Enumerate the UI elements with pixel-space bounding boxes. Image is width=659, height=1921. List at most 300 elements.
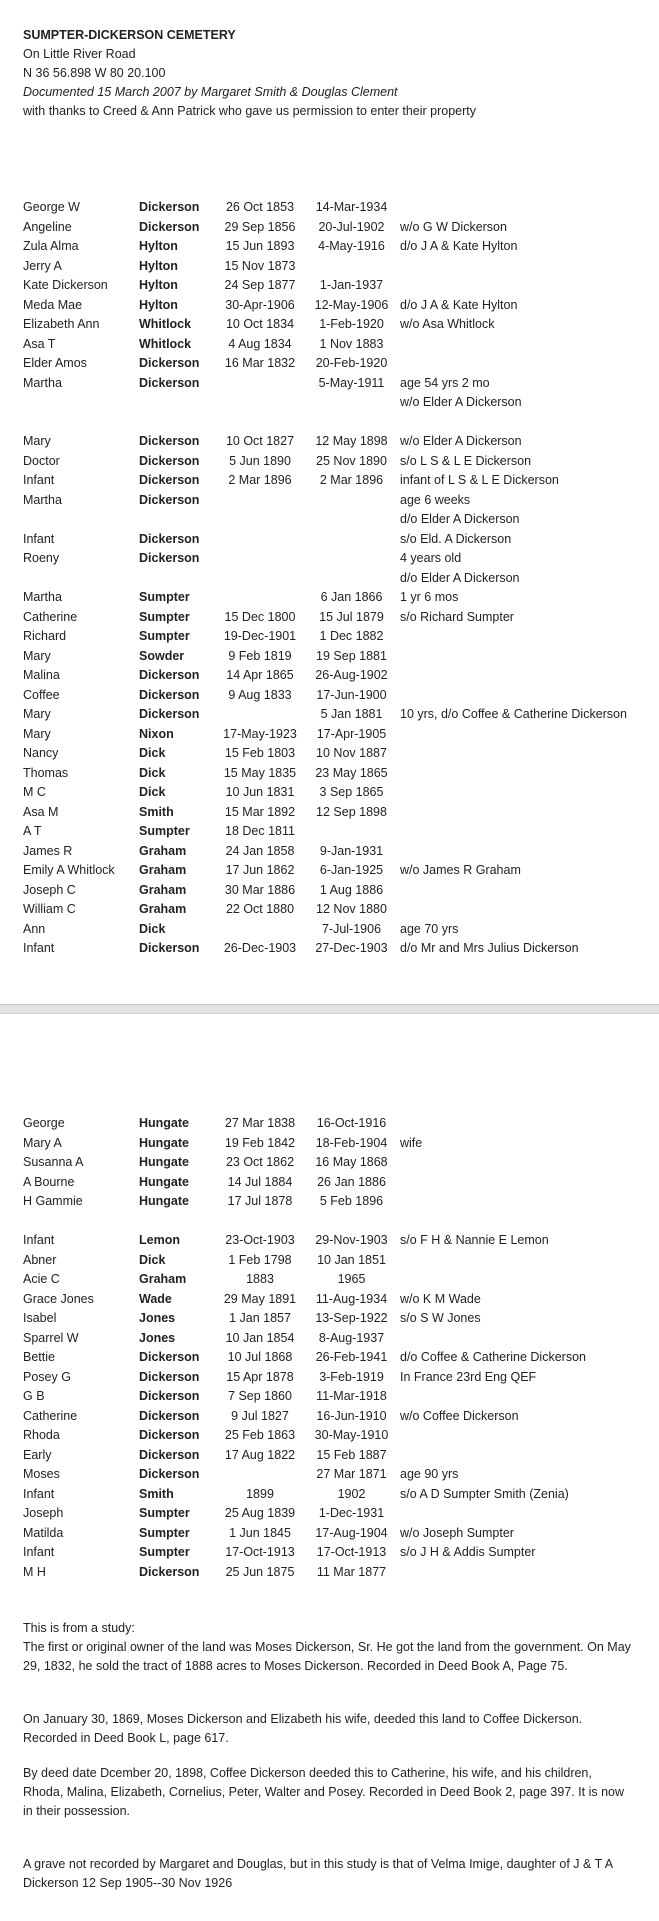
- burial-row: [0, 335, 659, 355]
- row-spacer: [0, 1212, 659, 1232]
- birth-date-cell: 15 May 1835: [223, 765, 297, 780]
- surname-cell: Dick: [139, 765, 166, 780]
- birth-date-cell: 22 Oct 1880: [225, 902, 295, 916]
- burial-row: [0, 842, 659, 862]
- surname-cell: Dick: [139, 785, 166, 799]
- surname-cell: Dickerson: [139, 1408, 200, 1423]
- surname-cell: Dickerson: [139, 1428, 200, 1442]
- burial-row: [0, 1309, 659, 1329]
- burial-row: [0, 881, 659, 901]
- first-name-cell: Elder Amos: [23, 356, 87, 370]
- surname-cell: Sumpter: [139, 1545, 190, 1559]
- death-date-cell: 9-Jan-1931: [319, 843, 384, 858]
- burial-row: [0, 257, 659, 277]
- death-date-cell: 26-Aug-1902: [315, 668, 388, 682]
- death-date-cell: 16-Jun-1910: [316, 1408, 387, 1423]
- surname-cell: Dickerson: [139, 1350, 200, 1364]
- note-cell: wife: [400, 1135, 423, 1150]
- first-name-cell: Jerry A: [23, 258, 62, 273]
- death-date-cell: 3-Feb-1919: [319, 1369, 384, 1384]
- surname-cell: Jones: [139, 1311, 176, 1325]
- birth-date-cell: 10 Jan 1854: [225, 1330, 295, 1345]
- first-name-cell: Mary: [23, 434, 51, 448]
- death-date-cell: 5 Feb 1896: [319, 1194, 384, 1208]
- burial-row: [0, 1485, 659, 1505]
- burial-row: [0, 491, 659, 511]
- surname-cell: Sumpter: [139, 1525, 190, 1540]
- surname-cell: Dickerson: [139, 434, 200, 448]
- burial-row: [0, 1426, 659, 1446]
- birth-date-cell: 14 Jul 1884: [227, 1174, 293, 1189]
- surname-cell: Sumpter: [139, 629, 190, 643]
- surname-cell: Graham: [139, 863, 187, 877]
- study-paragraph-2: On January 30, 1869, Moses Dickerson and Elizabeth his wife, deeded this land to Coffee Dickerson. Recorded in Deed Book L, page 617.: [23, 1712, 583, 1745]
- death-date-cell: 2 Mar 1896: [319, 473, 384, 487]
- first-name-cell: George: [23, 1116, 65, 1130]
- birth-date-cell: 15 Mar 1892: [224, 804, 296, 819]
- burial-row: [0, 237, 659, 257]
- death-date-cell: 1965: [337, 1272, 366, 1286]
- surname-cell: Dickerson: [139, 668, 200, 682]
- first-name-cell: Susanna A: [23, 1155, 84, 1169]
- death-date-cell: 17-Oct-1913: [316, 1545, 387, 1559]
- note-cell: w/o G W Dickerson: [400, 219, 507, 234]
- burial-row: [0, 1329, 659, 1349]
- surname-cell: Sumpter: [139, 824, 190, 838]
- birth-date-cell: 29 Sep 1856: [224, 219, 296, 234]
- birth-date-cell: 25 Feb 1863: [224, 1428, 296, 1442]
- burial-row: [0, 822, 659, 842]
- burial-row: [0, 666, 659, 686]
- burial-row: [0, 939, 659, 959]
- burial-row: [0, 393, 659, 413]
- death-date-cell: 19 Sep 1881: [316, 648, 387, 663]
- first-name-cell: Mary: [23, 648, 51, 663]
- first-name-cell: Martha: [23, 492, 62, 507]
- first-name-cell: Nancy: [23, 746, 59, 760]
- surname-cell: Dickerson: [139, 200, 200, 214]
- first-name-cell: A Bourne: [23, 1174, 75, 1189]
- documented-line: Documented 15 March 2007 by Margaret Smith & Douglas Clement: [23, 85, 398, 99]
- birth-date-cell: 30 Mar 1886: [224, 882, 296, 897]
- birth-date-cell: 17-May-1923: [223, 726, 297, 741]
- first-name-cell: Mary A: [23, 1135, 62, 1150]
- first-name-cell: Roeny: [23, 551, 60, 565]
- birth-date-cell: 15 Dec 1800: [224, 609, 296, 624]
- birth-date-cell: 15 Nov 1873: [224, 258, 296, 273]
- first-name-cell: Joseph C: [23, 882, 76, 897]
- burial-row: [0, 471, 659, 491]
- birth-date-cell: 17 Jul 1878: [227, 1194, 293, 1208]
- birth-date-cell: 19-Dec-1901: [223, 629, 297, 643]
- first-name-cell: Infant: [23, 473, 55, 487]
- death-date-cell: 12-May-1906: [314, 297, 389, 312]
- death-date-cell: 4-May-1916: [318, 239, 385, 253]
- death-date-cell: 1 Aug 1886: [319, 882, 384, 897]
- surname-cell: Whitlock: [139, 317, 192, 331]
- burial-row: [0, 1290, 659, 1310]
- burial-row: [0, 374, 659, 394]
- death-date-cell: 5 Jan 1881: [320, 707, 383, 721]
- first-name-cell: Rhoda: [23, 1428, 60, 1442]
- birth-date-cell: 4 Aug 1834: [228, 336, 292, 351]
- birth-date-cell: 19 Feb 1842: [224, 1135, 296, 1150]
- first-name-cell: Infant: [23, 941, 55, 955]
- surname-cell: Dickerson: [139, 1467, 200, 1481]
- burial-row: [0, 783, 659, 803]
- note-cell: w/o K M Wade: [400, 1291, 481, 1306]
- burial-row: [0, 1231, 659, 1251]
- death-date-cell: 27-Dec-1903: [315, 941, 388, 955]
- death-date-cell: 20-Jul-1902: [318, 219, 385, 234]
- surname-cell: Graham: [139, 1272, 187, 1286]
- first-name-cell: Infant: [23, 1486, 55, 1501]
- birth-date-cell: 25 Aug 1839: [224, 1506, 296, 1520]
- burial-row: [0, 1134, 659, 1154]
- first-name-cell: Angeline: [23, 219, 72, 234]
- location-line: On Little River Road: [23, 47, 136, 61]
- note-cell: w/o Elder A Dickerson: [400, 434, 522, 448]
- surname-cell: Hylton: [139, 297, 178, 312]
- surname-cell: Dickerson: [139, 1389, 200, 1403]
- surname-cell: Graham: [139, 882, 187, 897]
- death-date-cell: 1-Feb-1920: [319, 317, 384, 331]
- burial-row: [0, 686, 659, 706]
- surname-cell: Dickerson: [139, 551, 200, 565]
- surname-cell: Dickerson: [139, 1369, 200, 1384]
- birth-date-cell: 1 Jun 1845: [229, 1525, 291, 1540]
- note-cell: d/o J A & Kate Hylton: [400, 297, 518, 312]
- burial-row: [0, 1173, 659, 1193]
- death-date-cell: 1-Dec-1931: [318, 1506, 385, 1520]
- birth-date-cell: 15 Jun 1893: [225, 239, 295, 253]
- first-name-cell: Early: [23, 1447, 52, 1462]
- first-name-cell: Martha: [23, 375, 62, 390]
- surname-cell: Smith: [139, 1486, 174, 1501]
- note-cell: w/o Coffee Dickerson: [400, 1408, 519, 1423]
- death-date-cell: 11 Mar 1877: [316, 1564, 387, 1579]
- birth-date-cell: 9 Jul 1827: [231, 1408, 289, 1423]
- first-name-cell: Infant: [23, 1233, 55, 1247]
- first-name-cell: M C: [23, 785, 46, 799]
- first-name-cell: Coffee: [23, 687, 60, 702]
- burial-row: [0, 569, 659, 589]
- burial-table-page-1: [0, 198, 659, 959]
- first-name-cell: Matilda: [23, 1525, 64, 1540]
- birth-date-cell: 29 May 1891: [223, 1291, 297, 1306]
- first-name-cell: Kate Dickerson: [23, 278, 108, 292]
- note-cell: 4 years old: [400, 551, 462, 565]
- burial-row: [0, 549, 659, 569]
- first-name-cell: George W: [23, 200, 80, 214]
- burial-row: [0, 315, 659, 335]
- birth-date-cell: 15 Feb 1803: [224, 746, 296, 760]
- birth-date-cell: 23-Oct-1903: [225, 1233, 295, 1247]
- document-page-2: [0, 1014, 659, 1921]
- first-name-cell: Asa M: [23, 804, 59, 819]
- death-date-cell: 11-Aug-1934: [315, 1291, 388, 1306]
- burial-row: [0, 725, 659, 745]
- burial-row: [0, 1465, 659, 1485]
- note-cell: age 6 weeks: [400, 492, 471, 507]
- birth-date-cell: 7 Sep 1860: [228, 1389, 292, 1403]
- burial-row: [0, 705, 659, 725]
- birth-date-cell: 10 Jun 1831: [225, 785, 295, 799]
- burial-row: [0, 1504, 659, 1524]
- death-date-cell: 13-Sep-1922: [315, 1311, 388, 1325]
- surname-cell: Sowder: [139, 648, 185, 663]
- burial-row: [0, 1153, 659, 1173]
- birth-date-cell: 30-Apr-1906: [225, 297, 295, 312]
- first-name-cell: Joseph: [23, 1506, 64, 1520]
- death-date-cell: 1-Jan-1937: [319, 278, 384, 292]
- birth-date-cell: 24 Sep 1877: [224, 278, 296, 292]
- burial-row: [0, 764, 659, 784]
- surname-cell: Dickerson: [139, 375, 200, 390]
- death-date-cell: 11-Mar-1918: [316, 1389, 387, 1403]
- note-cell: 1 yr 6 mos: [400, 590, 459, 604]
- death-date-cell: 12 Nov 1880: [316, 902, 387, 916]
- birth-date-cell: 5 Jun 1890: [229, 453, 291, 468]
- first-name-cell: William C: [23, 902, 76, 916]
- burial-row: [0, 1192, 659, 1212]
- death-date-cell: 14-Mar-1934: [315, 200, 388, 214]
- surname-cell: Hungate: [139, 1174, 189, 1189]
- first-name-cell: Posey G: [23, 1369, 71, 1384]
- birth-date-cell: 2 Mar 1896: [228, 473, 292, 487]
- note-cell: d/o Elder A Dickerson: [400, 570, 520, 585]
- birth-date-cell: 14 Apr 1865: [226, 668, 294, 682]
- burial-row: [0, 1543, 659, 1563]
- first-name-cell: Meda Mae: [23, 297, 83, 312]
- death-date-cell: 6-Jan-1925: [319, 863, 384, 877]
- note-cell: s/o F H & Nannie E Lemon: [400, 1233, 549, 1247]
- first-name-cell: Acie C: [23, 1272, 60, 1286]
- first-name-cell: Asa T: [23, 336, 56, 351]
- first-name-cell: Ann: [23, 921, 46, 936]
- death-date-cell: 25 Nov 1890: [316, 453, 387, 468]
- surname-cell: Dickerson: [139, 492, 200, 507]
- birth-date-cell: 16 Mar 1832: [224, 356, 296, 370]
- first-name-cell: Grace Jones: [23, 1291, 94, 1306]
- birth-date-cell: 25 Jun 1875: [225, 1564, 295, 1579]
- note-cell: w/o James R Graham: [400, 863, 521, 877]
- note-cell: d/o Elder A Dickerson: [400, 512, 520, 526]
- surname-cell: Dickerson: [139, 687, 200, 702]
- death-date-cell: 1 Nov 1883: [319, 336, 384, 351]
- death-date-cell: 27 Mar 1871: [316, 1467, 387, 1481]
- death-date-cell: 1 Dec 1882: [319, 629, 384, 643]
- surname-cell: Dickerson: [139, 356, 200, 370]
- death-date-cell: 16 May 1868: [315, 1155, 388, 1169]
- surname-cell: Dick: [139, 746, 166, 760]
- surname-cell: Dick: [139, 921, 166, 936]
- first-name-cell: H Gammie: [23, 1194, 83, 1208]
- first-name-cell: Bettie: [23, 1350, 55, 1364]
- burial-row: [0, 198, 659, 218]
- surname-cell: Jones: [139, 1330, 176, 1345]
- death-date-cell: 1902: [337, 1486, 366, 1501]
- note-cell: w/o Elder A Dickerson: [400, 395, 522, 409]
- death-date-cell: 12 May 1898: [315, 434, 388, 448]
- note-cell: s/o A D Sumpter Smith (Zenia): [400, 1486, 569, 1501]
- burial-row: [0, 1387, 659, 1407]
- first-name-cell: Elizabeth Ann: [23, 317, 100, 331]
- burial-row: [0, 1270, 659, 1290]
- death-date-cell: 15 Jul 1879: [319, 609, 384, 624]
- birth-date-cell: 10 Jul 1868: [227, 1350, 293, 1364]
- note-cell: d/o J A & Kate Hylton: [400, 239, 518, 253]
- first-name-cell: Mary: [23, 726, 51, 741]
- note-cell: s/o L S & L E Dickerson: [400, 453, 532, 468]
- note-cell: s/o S W Jones: [400, 1311, 481, 1325]
- burial-row: [0, 510, 659, 530]
- birth-date-cell: 27 Mar 1838: [224, 1116, 296, 1130]
- surname-cell: Dick: [139, 1252, 166, 1267]
- birth-date-cell: 15 Apr 1878: [226, 1369, 294, 1384]
- death-date-cell: 23 May 1865: [315, 765, 388, 780]
- first-name-cell: Catherine: [23, 609, 78, 624]
- burial-row: [0, 920, 659, 940]
- first-name-cell: Moses: [23, 1467, 60, 1481]
- note-cell: s/o Eld. A Dickerson: [400, 531, 512, 546]
- burial-row: [0, 900, 659, 920]
- note-cell: s/o Richard Sumpter: [400, 609, 514, 624]
- note-cell: d/o Coffee & Catherine Dickerson: [400, 1350, 586, 1364]
- row-spacer: [0, 413, 659, 433]
- death-date-cell: 12 Sep 1898: [316, 804, 387, 819]
- burial-row: [0, 608, 659, 628]
- note-cell: s/o J H & Addis Sumpter: [400, 1545, 536, 1559]
- burial-row: [0, 588, 659, 608]
- first-name-cell: Zula Alma: [23, 239, 79, 253]
- birth-date-cell: 9 Feb 1819: [228, 648, 292, 663]
- note-cell: 10 yrs, d/o Coffee & Catherine Dickerson: [400, 707, 627, 721]
- death-date-cell: 26-Feb-1941: [315, 1350, 388, 1364]
- birth-date-cell: 17 Jun 1862: [225, 863, 295, 877]
- surname-cell: Smith: [139, 804, 174, 819]
- study-paragraph-4: A grave not recorded by Margaret and Douglas, but in this study is that of Velma Imige, daughter of J & T A Dickerson 12 Sep 1905--30 Nov 1926: [23, 1857, 613, 1890]
- surname-cell: Nixon: [139, 726, 174, 741]
- note-cell: d/o Mr and Mrs Julius Dickerson: [400, 941, 579, 955]
- first-name-cell: A T: [23, 824, 42, 838]
- surname-cell: Dickerson: [139, 941, 200, 955]
- study-intro: This is from a study:: [23, 1621, 135, 1635]
- surname-cell: Dickerson: [139, 453, 200, 468]
- death-date-cell: 17-Apr-1905: [316, 726, 387, 741]
- burial-row: [0, 1114, 659, 1134]
- death-date-cell: 17-Jun-1900: [316, 687, 387, 702]
- surname-cell: Dickerson: [139, 707, 200, 721]
- note-cell: infant of L S & L E Dickerson: [400, 473, 559, 487]
- death-date-cell: 3 Sep 1865: [319, 785, 384, 799]
- death-date-cell: 29-Nov-1903: [315, 1233, 388, 1247]
- surname-cell: Dickerson: [139, 219, 200, 234]
- surname-cell: Hungate: [139, 1155, 189, 1169]
- birth-date-cell: 17 Aug 1822: [224, 1447, 296, 1462]
- burial-row: [0, 1446, 659, 1466]
- first-name-cell: Martha: [23, 590, 62, 604]
- birth-date-cell: 17-Oct-1913: [225, 1545, 295, 1559]
- surname-cell: Hylton: [139, 258, 178, 273]
- first-name-cell: Doctor: [23, 453, 60, 468]
- death-date-cell: 8-Aug-1937: [318, 1330, 385, 1345]
- first-name-cell: M H: [23, 1564, 46, 1579]
- page-separator: [0, 1004, 659, 1014]
- surname-cell: Dickerson: [139, 473, 200, 487]
- death-date-cell: 10 Nov 1887: [316, 746, 387, 760]
- first-name-cell: Sparrel W: [23, 1330, 79, 1345]
- birth-date-cell: 1883: [246, 1272, 274, 1286]
- burial-row: [0, 530, 659, 550]
- burial-row: [0, 1348, 659, 1368]
- burial-row: [0, 432, 659, 452]
- death-date-cell: 20-Feb-1920: [315, 356, 388, 370]
- surname-cell: Wade: [139, 1291, 172, 1306]
- first-name-cell: Abner: [23, 1252, 57, 1267]
- birth-date-cell: 24 Jan 1858: [225, 843, 295, 858]
- death-date-cell: 18-Feb-1904: [315, 1135, 388, 1150]
- death-date-cell: 5-May-1911: [318, 375, 385, 390]
- surname-cell: Dickerson: [139, 1447, 200, 1462]
- first-name-cell: Thomas: [23, 765, 69, 780]
- surname-cell: Lemon: [139, 1233, 180, 1247]
- first-name-cell: Mary: [23, 707, 51, 721]
- first-name-cell: Emily A Whitlock: [23, 863, 115, 877]
- death-date-cell: 26 Jan 1886: [317, 1174, 386, 1189]
- birth-date-cell: 23 Oct 1862: [225, 1155, 295, 1169]
- study-paragraph-1: The first or original owner of the land was Moses Dickerson, Sr. He got the land from the government. On May 29, 1832, he sold the tract of 1888 acres to Moses Dickerson. Recorded in Deed Book A, Page 75.: [23, 1640, 631, 1673]
- surname-cell: Whitlock: [139, 336, 192, 351]
- first-name-cell: G B: [23, 1389, 45, 1403]
- surname-cell: Hungate: [139, 1194, 189, 1208]
- birth-date-cell: 9 Aug 1833: [228, 687, 292, 702]
- birth-date-cell: 10 Oct 1827: [225, 434, 295, 448]
- burial-table-page-2: [0, 1114, 659, 1582]
- first-name-cell: Infant: [23, 1545, 55, 1559]
- note-cell: In France 23rd Eng QEF: [400, 1369, 537, 1384]
- burial-row: [0, 627, 659, 647]
- note-cell: age 90 yrs: [400, 1467, 459, 1481]
- surname-cell: Hungate: [139, 1135, 189, 1150]
- coordinates-line: N 36 56.898 W 80 20.100: [23, 66, 166, 80]
- burial-row: [0, 452, 659, 472]
- birth-date-cell: 26-Dec-1903: [223, 941, 297, 955]
- burial-row: [0, 218, 659, 238]
- surname-cell: Sumpter: [139, 1506, 190, 1520]
- burial-row: [0, 1407, 659, 1427]
- surname-cell: Graham: [139, 902, 187, 916]
- first-name-cell: Isabel: [23, 1311, 57, 1325]
- birth-date-cell: 10 Oct 1834: [225, 317, 295, 331]
- death-date-cell: 17-Aug-1904: [315, 1525, 388, 1540]
- surname-cell: Hungate: [139, 1116, 189, 1130]
- burial-row: [0, 647, 659, 667]
- birth-date-cell: 18 Dec 1811: [225, 824, 295, 838]
- note-cell: age 54 yrs 2 mo: [400, 375, 490, 390]
- birth-date-cell: 1899: [246, 1486, 274, 1501]
- death-date-cell: 10 Jan 1851: [317, 1252, 386, 1267]
- birth-date-cell: 26 Oct 1853: [225, 200, 295, 214]
- burial-row: [0, 744, 659, 764]
- surname-cell: Graham: [139, 843, 187, 858]
- surname-cell: Hylton: [139, 278, 178, 292]
- burial-row: [0, 861, 659, 881]
- burial-row: [0, 296, 659, 316]
- first-name-cell: Richard: [23, 629, 67, 643]
- first-name-cell: James R: [23, 843, 73, 858]
- thanks-line: with thanks to Creed & Ann Patrick who gave us permission to enter their property: [23, 104, 477, 118]
